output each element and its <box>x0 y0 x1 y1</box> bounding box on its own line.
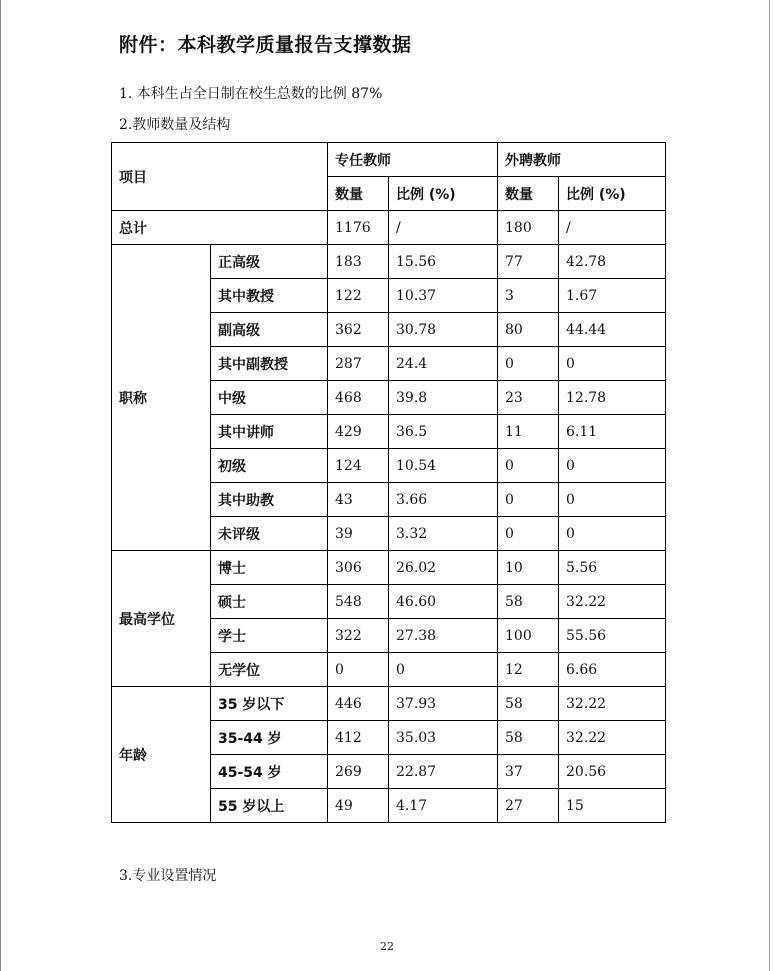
cell-ex-ratio: 32.22 <box>559 687 666 721</box>
cell-ft-ratio: 46.60 <box>389 585 498 619</box>
row-label: 其中讲师 <box>211 415 328 449</box>
header-ft-count: 数量 <box>328 177 389 211</box>
group-label: 职称 <box>112 245 211 551</box>
cell-ft-ratio: 39.8 <box>389 381 498 415</box>
teacher-table-body <box>112 143 666 823</box>
cell-ex-ratio: 6.66 <box>559 653 666 687</box>
total-ex-ratio: / <box>559 211 666 245</box>
page-title: 附件：本科教学质量报告支撑数据 <box>119 34 412 56</box>
total-row <box>112 211 666 245</box>
header-ex-ratio: 比例 (%) <box>559 177 666 211</box>
row-label: 无学位 <box>211 653 328 687</box>
cell-ex-count: 58 <box>498 721 559 755</box>
item-major-setup: 3.专业设置情况 <box>119 868 217 884</box>
cell-ex-count: 0 <box>498 347 559 381</box>
cell-ft-count: 43 <box>328 483 389 517</box>
cell-ex-ratio: 0 <box>559 483 666 517</box>
cell-ft-count: 306 <box>328 551 389 585</box>
cell-ft-count: 39 <box>328 517 389 551</box>
page-edge-right <box>769 0 770 971</box>
item-undergrad-ratio: 1. 本科生占全日制在校生总数的比例 87% <box>119 86 383 102</box>
cell-ft-count: 548 <box>328 585 389 619</box>
cell-ex-count: 10 <box>498 551 559 585</box>
row-label: 其中教授 <box>211 279 328 313</box>
total-label: 总计 <box>112 211 328 245</box>
cell-ft-ratio: 37.93 <box>389 687 498 721</box>
cell-ex-ratio: 15 <box>559 789 666 823</box>
cell-ft-count: 269 <box>328 755 389 789</box>
cell-ex-ratio: 55.56 <box>559 619 666 653</box>
cell-ft-ratio: 3.66 <box>389 483 498 517</box>
cell-ft-ratio: 0 <box>389 653 498 687</box>
cell-ex-ratio: 20.56 <box>559 755 666 789</box>
row-label: 35-44 岁 <box>211 721 328 755</box>
cell-ft-ratio: 15.56 <box>389 245 498 279</box>
page-number: 22 <box>380 940 394 953</box>
row-label: 初级 <box>211 449 328 483</box>
row-label: 硕士 <box>211 585 328 619</box>
cell-ex-count: 3 <box>498 279 559 313</box>
cell-ft-count: 49 <box>328 789 389 823</box>
cell-ex-ratio: 5.56 <box>559 551 666 585</box>
cell-ft-count: 0 <box>328 653 389 687</box>
row-label: 副高级 <box>211 313 328 347</box>
cell-ft-ratio: 27.38 <box>389 619 498 653</box>
row-label: 未评级 <box>211 517 328 551</box>
cell-ft-ratio: 3.32 <box>389 517 498 551</box>
cell-ft-count: 468 <box>328 381 389 415</box>
row-label: 中级 <box>211 381 328 415</box>
cell-ex-ratio: 1.67 <box>559 279 666 313</box>
cell-ft-ratio: 10.37 <box>389 279 498 313</box>
cell-ex-count: 0 <box>498 517 559 551</box>
group-label: 最高学位 <box>112 551 211 687</box>
cell-ex-ratio: 32.22 <box>559 585 666 619</box>
group-label: 年龄 <box>112 687 211 823</box>
header-external: 外聘教师 <box>498 143 666 177</box>
row-label: 45-54 岁 <box>211 755 328 789</box>
cell-ft-ratio: 22.87 <box>389 755 498 789</box>
cell-ex-ratio: 0 <box>559 347 666 381</box>
cell-ex-count: 58 <box>498 687 559 721</box>
table-row <box>112 687 666 721</box>
cell-ex-count: 37 <box>498 755 559 789</box>
cell-ft-count: 362 <box>328 313 389 347</box>
cell-ft-count: 429 <box>328 415 389 449</box>
cell-ft-ratio: 30.78 <box>389 313 498 347</box>
cell-ex-ratio: 6.11 <box>559 415 666 449</box>
cell-ex-count: 11 <box>498 415 559 449</box>
cell-ex-ratio: 32.22 <box>559 721 666 755</box>
header-item: 项目 <box>112 143 328 211</box>
row-label: 博士 <box>211 551 328 585</box>
cell-ft-count: 287 <box>328 347 389 381</box>
row-label: 55 岁以上 <box>211 789 328 823</box>
cell-ex-count: 77 <box>498 245 559 279</box>
cell-ft-ratio: 36.5 <box>389 415 498 449</box>
cell-ft-count: 322 <box>328 619 389 653</box>
row-label: 学士 <box>211 619 328 653</box>
cell-ft-ratio: 35.03 <box>389 721 498 755</box>
cell-ex-count: 12 <box>498 653 559 687</box>
cell-ex-count: 27 <box>498 789 559 823</box>
cell-ft-ratio: 10.54 <box>389 449 498 483</box>
cell-ft-count: 124 <box>328 449 389 483</box>
row-label: 35 岁以下 <box>211 687 328 721</box>
cell-ex-ratio: 0 <box>559 517 666 551</box>
header-row-1 <box>112 143 666 177</box>
cell-ft-count: 122 <box>328 279 389 313</box>
header-fulltime: 专任教师 <box>328 143 498 177</box>
row-label: 其中副教授 <box>211 347 328 381</box>
cell-ft-ratio: 24.4 <box>389 347 498 381</box>
cell-ex-count: 0 <box>498 483 559 517</box>
cell-ex-ratio: 0 <box>559 449 666 483</box>
page-edge-left <box>0 0 1 971</box>
total-ft-count: 1176 <box>328 211 389 245</box>
teacher-table <box>111 142 666 823</box>
header-ex-count: 数量 <box>498 177 559 211</box>
cell-ft-count: 446 <box>328 687 389 721</box>
table-row <box>112 551 666 585</box>
cell-ex-count: 58 <box>498 585 559 619</box>
total-ft-ratio: / <box>389 211 498 245</box>
cell-ft-count: 412 <box>328 721 389 755</box>
table-row <box>112 245 666 279</box>
cell-ex-ratio: 12.78 <box>559 381 666 415</box>
cell-ex-count: 100 <box>498 619 559 653</box>
row-label: 其中助教 <box>211 483 328 517</box>
row-label: 正高级 <box>211 245 328 279</box>
cell-ex-ratio: 44.44 <box>559 313 666 347</box>
cell-ft-ratio: 26.02 <box>389 551 498 585</box>
header-ft-ratio: 比例 (%) <box>389 177 498 211</box>
cell-ft-count: 183 <box>328 245 389 279</box>
cell-ft-ratio: 4.17 <box>389 789 498 823</box>
item-teacher-structure: 2.教师数量及结构 <box>119 117 231 133</box>
cell-ex-count: 0 <box>498 449 559 483</box>
total-ex-count: 180 <box>498 211 559 245</box>
cell-ex-ratio: 42.78 <box>559 245 666 279</box>
cell-ex-count: 80 <box>498 313 559 347</box>
cell-ex-count: 23 <box>498 381 559 415</box>
